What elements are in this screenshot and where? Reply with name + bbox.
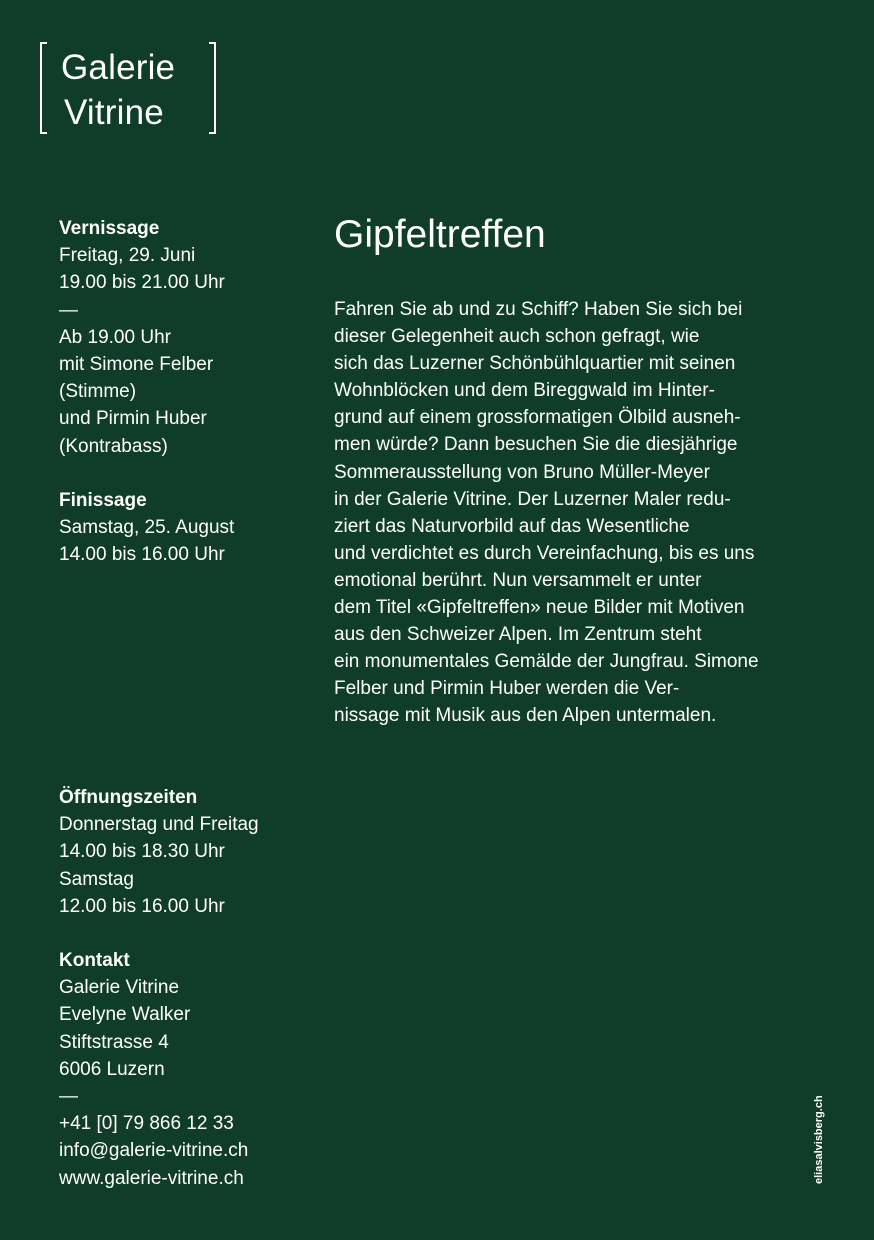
description-line: men würde? Dann besuchen Sie die diesjährige <box>334 434 738 456</box>
contact-name: Galerie Vitrine <box>59 977 180 999</box>
logo-bracket-right <box>209 42 216 134</box>
finissage-line: 14.00 bis 16.00 Uhr <box>59 544 225 566</box>
exhibition-title: Gipfeltreffen <box>334 213 546 256</box>
contact-city: 6006 Luzern <box>59 1058 165 1080</box>
vernissage-block <box>59 215 234 460</box>
vernissage-divider: — <box>59 299 78 321</box>
description-line: Wohnblöcken und dem Bireggwald im Hinter- <box>334 380 715 402</box>
description-line: Sommerausstellung von Bruno Müller-Meyer <box>334 461 710 483</box>
description-line: in der Galerie Vitrine. Der Luzerner Maler redu- <box>334 488 731 510</box>
logo-line-2: Vitrine <box>64 93 164 132</box>
designer-credit: eliasalvisberg.ch <box>813 1095 825 1184</box>
description-line: aus den Schweizer Alpen. Im Zentrum steht <box>334 624 702 646</box>
opening-hours-line: Samstag <box>59 868 134 890</box>
contact-phone: +41 [0] 79 866 12 33 <box>59 1113 234 1135</box>
logo-bracket-left <box>40 42 47 134</box>
vernissage-line: (Kontrabass) <box>59 435 168 457</box>
description-line: nissage mit Musik aus den Alpen untermalen. <box>334 705 717 727</box>
vernissage-line: 19.00 bis 21.00 Uhr <box>59 272 225 294</box>
gallery-logo <box>40 42 216 136</box>
description-line: emotional berührt. Nun versammelt er unter <box>334 569 702 591</box>
logo-line-1: Galerie <box>61 48 176 87</box>
contact-street: Stiftstrasse 4 <box>59 1031 169 1053</box>
exhibition-description <box>334 296 759 730</box>
opening-hours-label: Öffnungszeiten <box>59 787 198 808</box>
event-dates-column <box>59 215 234 595</box>
opening-hours-line: 14.00 bis 18.30 Uhr <box>59 841 225 863</box>
description-line: grund auf einem grossformatigen Ölbild ausneh- <box>334 407 741 429</box>
description-line: sich das Luzerner Schönbühlquartier mit seinen <box>334 353 736 375</box>
contact-label: Kontakt <box>59 950 130 972</box>
contact-website-link[interactable]: www.galerie-vitrine.ch <box>59 1167 244 1189</box>
vernissage-line: mit Simone Felber <box>59 354 214 376</box>
contact-person: Evelyne Walker <box>59 1004 191 1026</box>
contact-divider: — <box>59 1086 78 1108</box>
description-line: dem Titel «Gipfeltreffen» neue Bilder mit Motiven <box>334 597 745 619</box>
description-line: dieser Gelegenheit auch schon gefragt, wie <box>334 326 700 348</box>
description-line: ein monumentales Gemälde der Jungfrau. Simone <box>334 651 759 673</box>
vernissage-line: Freitag, 29. Juni <box>59 245 196 267</box>
description-line: und verdichtet es durch Vereinfachung, bis es uns <box>334 542 755 564</box>
opening-hours-line: Donnerstag und Freitag <box>59 814 259 836</box>
vernissage-line: Ab 19.00 Uhr <box>59 326 171 348</box>
description-line: ziert das Naturvorbild auf das Wesentliche <box>334 515 690 537</box>
vernissage-label: Vernissage <box>59 218 160 239</box>
opening-hours-line: 12.00 bis 16.00 Uhr <box>59 895 225 917</box>
info-column <box>59 784 259 1219</box>
finissage-line: Samstag, 25. August <box>59 517 235 539</box>
description-line: Felber und Pirmin Huber werden die Ver- <box>334 678 680 700</box>
description-line: Fahren Sie ab und zu Schiff? Haben Sie sich bei <box>334 299 743 320</box>
vernissage-line: und Pirmin Huber <box>59 408 207 430</box>
contact-email-link[interactable]: info@galerie-vitrine.ch <box>59 1140 249 1162</box>
finissage-label: Finissage <box>59 489 147 511</box>
contact-block <box>59 947 259 1192</box>
opening-hours-block <box>59 784 259 920</box>
finissage-block <box>59 487 234 569</box>
vernissage-line: (Stimme) <box>59 381 137 403</box>
